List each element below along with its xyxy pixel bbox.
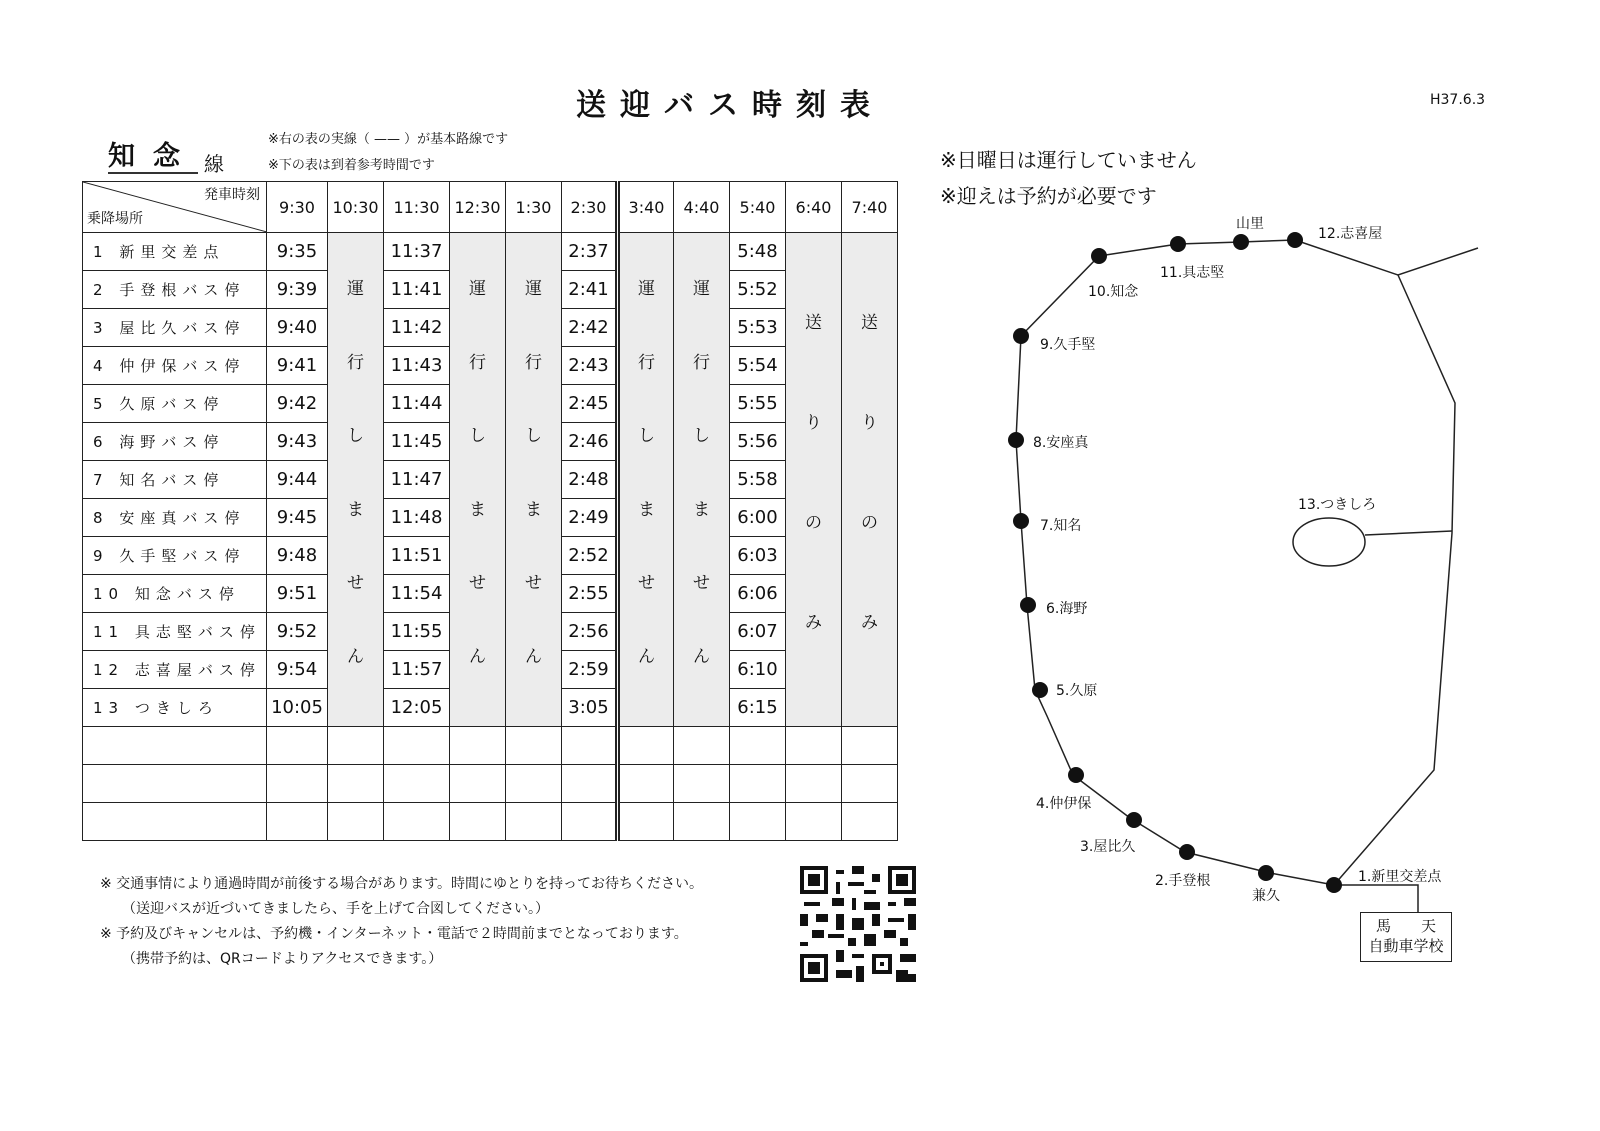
vertical-char: し (525, 426, 542, 447)
empty-cell (450, 727, 506, 765)
header-departure: 発車時刻 (204, 187, 260, 203)
vertical-char: 行 (525, 352, 542, 373)
map-label-stop-13: 13.つきしろ (1298, 497, 1377, 513)
header-time-1: 10:30 (328, 182, 384, 233)
empty-cell (562, 727, 618, 765)
empty-cell (384, 803, 450, 841)
empty-cell (450, 803, 506, 841)
footer-notes (100, 872, 703, 972)
vertical-char: 行 (638, 352, 655, 373)
header-time-8: 5:40 (730, 182, 786, 233)
time-cell: 9:40 (267, 309, 328, 347)
line-suffix: 線 (204, 152, 224, 176)
stop-number: 6 (93, 433, 109, 451)
stop-cell (83, 271, 267, 309)
time-cell: 11:57 (384, 651, 450, 689)
time-cell: 11:43 (384, 347, 450, 385)
time-cell: 5:53 (730, 309, 786, 347)
header-time-0: 9:30 (267, 182, 328, 233)
vertical-char: り (805, 412, 822, 433)
vertical-char: ん (638, 646, 655, 667)
no-service-cell (506, 233, 562, 727)
empty-row (83, 803, 898, 841)
stop-number: 10 (93, 585, 125, 603)
dropoff-only-cell (786, 233, 842, 727)
time-cell: 11:42 (384, 309, 450, 347)
no-service-cell (618, 233, 674, 727)
time-cell: 9:42 (267, 385, 328, 423)
empty-cell (506, 765, 562, 803)
header-time-4: 1:30 (506, 182, 562, 233)
stop-5-dot (1032, 682, 1048, 698)
stop-name: 屋比久バス停 (119, 319, 246, 337)
vertical-char: 運 (525, 279, 542, 300)
stop-cell (83, 651, 267, 689)
map-label-stop-7: 7.知名 (1040, 518, 1082, 534)
header-time-2: 11:30 (384, 182, 450, 233)
header-corner (83, 182, 267, 233)
vertical-char: ん (693, 646, 710, 667)
vertical-char: ま (638, 499, 655, 520)
stop-cell (83, 689, 267, 727)
map-label-stop-3: 3.屋比久 (1080, 839, 1136, 855)
time-cell: 10:05 (267, 689, 328, 727)
header-time-7: 4:40 (674, 182, 730, 233)
vertical-char: 運 (469, 279, 486, 300)
stop-name: 志喜屋バス停 (134, 661, 261, 679)
vertical-char: ん (347, 646, 364, 667)
map-label-stop-9: 9.久手堅 (1040, 337, 1096, 353)
vertical-char: ま (469, 499, 486, 520)
empty-cell (730, 765, 786, 803)
vertical-char: 運 (693, 279, 710, 300)
stop-number: 11 (93, 623, 125, 641)
school-name-line2: 自動車学校 (1368, 937, 1444, 955)
header-time-3: 12:30 (450, 182, 506, 233)
note-base-route: ※右の表の実線（ —— ）が基本路線です (268, 132, 509, 147)
vertical-char: の (805, 513, 822, 534)
vertical-char: 送 (805, 312, 822, 333)
time-cell: 9:44 (267, 461, 328, 499)
map-label-stop-8: 8.安座真 (1033, 435, 1089, 451)
qr-code[interactable] (800, 866, 916, 982)
stop-number: 13 (93, 699, 125, 717)
side-route-line (1295, 240, 1478, 275)
stop-number: 12 (93, 661, 125, 679)
stop-1-dot (1326, 877, 1342, 893)
stop-name: 新里交差点 (119, 243, 225, 261)
header-time-6: 3:40 (618, 182, 674, 233)
empty-cell (506, 727, 562, 765)
time-cell: 9:54 (267, 651, 328, 689)
time-cell: 11:51 (384, 537, 450, 575)
stop-cell (83, 385, 267, 423)
map-label-stop-5: 5.久原 (1056, 683, 1098, 699)
stop-cell (83, 575, 267, 613)
time-cell: 11:41 (384, 271, 450, 309)
vertical-char: ん (525, 646, 542, 667)
tsukishiro-route (1334, 275, 1455, 885)
time-cell: 2:42 (562, 309, 618, 347)
stop-10-dot (1091, 248, 1107, 264)
empty-cell (267, 727, 328, 765)
time-cell: 6:15 (730, 689, 786, 727)
vertical-char: し (638, 426, 655, 447)
empty-cell (328, 803, 384, 841)
kanku-dot (1258, 865, 1274, 881)
time-cell: 5:58 (730, 461, 786, 499)
tsukishiro-stop (1293, 518, 1365, 566)
time-cell: 9:39 (267, 271, 328, 309)
yamazato-dot (1233, 234, 1249, 250)
empty-cell (562, 765, 618, 803)
empty-cell (328, 727, 384, 765)
empty-cell (267, 765, 328, 803)
time-cell: 9:41 (267, 347, 328, 385)
time-cell: 2:37 (562, 233, 618, 271)
time-cell: 5:52 (730, 271, 786, 309)
no-service-cell (450, 233, 506, 727)
note-arrival-times: ※下の表は到着参考時間です (268, 158, 435, 173)
stop-cell (83, 499, 267, 537)
vertical-char: ま (525, 499, 542, 520)
stop-7-dot (1013, 513, 1029, 529)
stop-name: 安座真バス停 (119, 509, 246, 527)
stop-2-dot (1179, 844, 1195, 860)
stop-cell (83, 347, 267, 385)
map-label-stop-2: 2.手登根 (1155, 873, 1211, 889)
time-cell: 2:49 (562, 499, 618, 537)
vertical-char: せ (638, 573, 655, 594)
route-note-sunday: ※日曜日は運行していません (940, 148, 1197, 172)
header-time-10: 7:40 (842, 182, 898, 233)
time-cell: 9:51 (267, 575, 328, 613)
vertical-char: せ (525, 573, 542, 594)
map-label-stop-10: 10.知念 (1088, 284, 1139, 300)
time-cell: 11:37 (384, 233, 450, 271)
empty-cell (618, 727, 674, 765)
empty-cell (83, 727, 267, 765)
time-cell: 11:47 (384, 461, 450, 499)
stop-8-dot (1008, 432, 1024, 448)
empty-cell (83, 803, 267, 841)
vertical-char: ん (469, 646, 486, 667)
stop-number: 9 (93, 547, 109, 565)
empty-cell (730, 727, 786, 765)
time-cell: 5:55 (730, 385, 786, 423)
vertical-char: し (693, 426, 710, 447)
time-cell: 6:06 (730, 575, 786, 613)
stop-11-dot (1170, 236, 1186, 252)
empty-cell (328, 765, 384, 803)
time-cell: 6:07 (730, 613, 786, 651)
table-row (83, 233, 898, 271)
stop-name: つきしろ (134, 699, 219, 717)
time-cell: 11:44 (384, 385, 450, 423)
time-cell: 2:52 (562, 537, 618, 575)
vertical-char: 行 (469, 352, 486, 373)
empty-cell (562, 803, 618, 841)
empty-cell (506, 803, 562, 841)
empty-cell (786, 803, 842, 841)
time-cell: 6:10 (730, 651, 786, 689)
stop-4-dot (1068, 767, 1084, 783)
empty-cell (842, 765, 898, 803)
route-note-reservation: ※迎えは予約が必要です (940, 184, 1157, 208)
time-cell: 6:03 (730, 537, 786, 575)
time-cell: 9:52 (267, 613, 328, 651)
stop-name: 久手堅バス停 (119, 547, 246, 565)
vertical-char: せ (693, 573, 710, 594)
stop-name: 海野バス停 (119, 433, 225, 451)
time-cell: 2:48 (562, 461, 618, 499)
vertical-char: 行 (693, 352, 710, 373)
vertical-char: み (805, 613, 822, 634)
vertical-char: み (861, 613, 878, 634)
empty-cell (842, 727, 898, 765)
time-cell: 2:41 (562, 271, 618, 309)
map-label-kanku: 兼久 (1252, 888, 1280, 904)
empty-cell (786, 727, 842, 765)
no-service-cell (328, 233, 384, 727)
empty-cell (618, 803, 674, 841)
empty-cell (786, 765, 842, 803)
footer-note-signal: （送迎バスが近づいてきましたら、手を上げて合図してください。） (122, 901, 549, 917)
stop-cell (83, 309, 267, 347)
time-cell: 5:48 (730, 233, 786, 271)
school-name-line1: 馬 天 (1375, 917, 1436, 935)
vertical-char: ま (693, 499, 710, 520)
header-stop: 乗降場所 (87, 211, 143, 227)
empty-cell (450, 765, 506, 803)
footer-note-reservation: ※ 予約及びキャンセルは、予約機・インターネット・電話で２時間前までとなっております。 (100, 926, 688, 942)
vertical-char: 送 (861, 312, 878, 333)
empty-cell (267, 803, 328, 841)
empty-cell (618, 765, 674, 803)
stop-number: 1 (93, 243, 109, 261)
time-cell: 5:54 (730, 347, 786, 385)
time-cell: 5:56 (730, 423, 786, 461)
vertical-char: り (861, 412, 878, 433)
stop-name: 久原バス停 (119, 395, 225, 413)
vertical-char: し (347, 426, 364, 447)
stop-name: 具志堅バス停 (134, 623, 261, 641)
stop-6-dot (1020, 597, 1036, 613)
time-cell: 2:45 (562, 385, 618, 423)
school-box (1360, 912, 1452, 962)
time-cell: 11:48 (384, 499, 450, 537)
line-name: 知念 (108, 141, 198, 172)
empty-cell (384, 727, 450, 765)
time-cell: 9:45 (267, 499, 328, 537)
footer-note-mobile: （携帯予約は、QRコードよりアクセスできます。） (122, 951, 443, 967)
time-cell: 2:43 (562, 347, 618, 385)
empty-cell (674, 803, 730, 841)
stop-number: 4 (93, 357, 109, 375)
empty-row (83, 765, 898, 803)
vertical-char: せ (469, 573, 486, 594)
map-label-stop-6: 6.海野 (1046, 601, 1088, 617)
stop-cell (83, 233, 267, 271)
map-label-stop-11: 11.具志堅 (1160, 265, 1225, 281)
stop-cell (83, 461, 267, 499)
time-cell: 9:35 (267, 233, 328, 271)
time-cell: 9:43 (267, 423, 328, 461)
stop-name: 仲伊保バス停 (119, 357, 246, 375)
footer-note-traffic: ※ 交通事情により通過時間が前後する場合があります。時間にゆとりを持ってお待ちください。 (100, 876, 704, 892)
time-cell: 9:48 (267, 537, 328, 575)
timetable (82, 181, 898, 841)
vertical-char: の (861, 513, 878, 534)
stop-9-dot (1013, 328, 1029, 344)
dropoff-only-cell (842, 233, 898, 727)
empty-cell (842, 803, 898, 841)
empty-cell (384, 765, 450, 803)
stop-number: 3 (93, 319, 109, 337)
vertical-char: 運 (347, 279, 364, 300)
stop-cell (83, 537, 267, 575)
stop-cell (83, 423, 267, 461)
stop-name: 手登根バス停 (119, 281, 246, 299)
map-label-stop-1: 1.新里交差点 (1358, 869, 1442, 885)
stop-cell (83, 613, 267, 651)
time-cell: 2:56 (562, 613, 618, 651)
time-cell: 12:05 (384, 689, 450, 727)
map-label-yamazato: 山里 (1236, 216, 1264, 232)
time-cell: 11:55 (384, 613, 450, 651)
stop-number: 8 (93, 509, 109, 527)
time-cell: 6:00 (730, 499, 786, 537)
time-cell: 11:45 (384, 423, 450, 461)
map-label-stop-12: 12.志喜屋 (1318, 226, 1383, 242)
issue-date: H37.6.3 (1430, 92, 1486, 108)
vertical-char: 運 (638, 279, 655, 300)
time-cell: 2:46 (562, 423, 618, 461)
route-notes (940, 142, 1197, 214)
stop-name: 知念バス停 (134, 585, 240, 603)
no-service-cell (674, 233, 730, 727)
stop-3-dot (1126, 812, 1142, 828)
vertical-char: 行 (347, 352, 364, 373)
time-cell: 2:55 (562, 575, 618, 613)
empty-cell (83, 765, 267, 803)
stop-number: 2 (93, 281, 109, 299)
empty-cell (730, 803, 786, 841)
empty-row (83, 727, 898, 765)
vertical-char: せ (347, 573, 364, 594)
time-cell: 3:05 (562, 689, 618, 727)
time-cell: 2:59 (562, 651, 618, 689)
empty-cell (674, 727, 730, 765)
header-time-9: 6:40 (786, 182, 842, 233)
empty-cell (674, 765, 730, 803)
vertical-char: し (469, 426, 486, 447)
stop-12-dot (1287, 232, 1303, 248)
vertical-char: ま (347, 499, 364, 520)
stop-number: 5 (93, 395, 109, 413)
header-time-5: 2:30 (562, 182, 618, 233)
time-cell: 11:54 (384, 575, 450, 613)
stop-name: 知名バス停 (119, 471, 225, 489)
map-label-stop-4: 4.仲伊保 (1036, 796, 1092, 812)
page-title: 送迎バス時刻表 (576, 88, 884, 123)
stop-number: 7 (93, 471, 109, 489)
